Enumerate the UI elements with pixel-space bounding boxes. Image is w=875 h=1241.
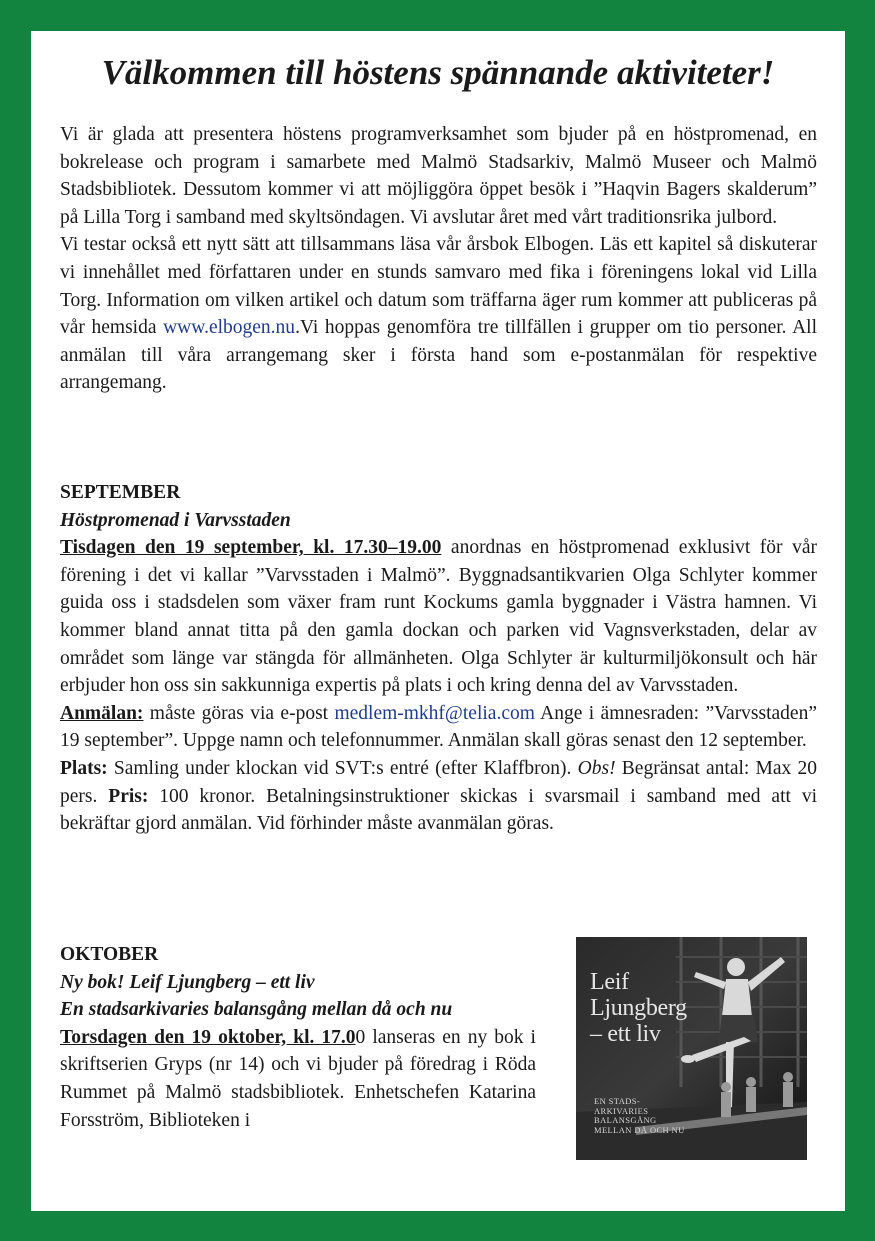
oktober-date-tail: 0 (355, 1026, 366, 1048)
september-description (60, 534, 817, 700)
price-text: 100 kronor. Betalningsinstruktioner skickas i svarsmail i samband med att vi bekräftar gjord anmälan. Vid förhinder måste avanmälan göras. (60, 785, 817, 835)
intro-paragraph-1: Vi är glada att presentera höstens programverksamhet som bjuder på en höstpromenad, en bokrelease och program i samarbete med Malmö Stadsarkiv, Malmö Museer och Malmö Stadsbibliotek. Dessutom kommer vi att möjliggöra öppet besök i ”Haqvin Bagers skalderum” på Lilla Torg i samband med skyltsöndagen. Vi avslutar året med vårt traditionsrika julbord. (60, 124, 817, 228)
intro-paragraph-2 (60, 231, 817, 397)
place-text: Samling under klockan vid SVT:s entré (efter Klaffbron). (107, 757, 578, 779)
book-cover-image (576, 937, 807, 1160)
page (31, 31, 845, 1211)
page-title: Välkommen till höstens spännande aktiviteter! (101, 53, 775, 92)
email-link[interactable]: medlem-mkhf@telia.com (334, 702, 535, 724)
oktober-heading: OKTOBER (60, 944, 159, 965)
book-cover-subtitle (594, 1097, 685, 1135)
registration-text-before: måste göras via e-post (143, 702, 335, 724)
place-label: Plats: (60, 757, 108, 779)
obs-text: Begränsat antal: Max 20 pers. (60, 757, 817, 807)
book-subtitle-line-4: MELLAN DÅ OCH NU (594, 1124, 685, 1135)
book-title-line-1: Leif (590, 969, 629, 995)
oktober-description (60, 1024, 536, 1134)
september-registration (60, 700, 817, 755)
september-desc-text: anordnas en höstpromenad exklusivt för vår förening i det vi kallar ”Varvsstaden i Malmö”. Byggnadsantikvarien Olga Schlyter kommer guida oss i stadsdelen som växer fram runt Kockums gamla byggnader i Västra hamnen. Vi kommer bland annat titta på den gamla dockan och parken vid Vagnsverkstaden, delar av området som länge var stängda för allmänheten. Olga Schlyter är kulturmiljökonsult och här erbjuder hon oss sin sakkunniga expertis på plats i och kring denna del av Varvsstaden. (60, 537, 817, 697)
september-place (60, 755, 817, 838)
oktober-section (60, 941, 536, 1134)
intro-text-after-link: .Vi hoppas genomföra tre tillfällen i grupper om tio personer. All anmälan till våra arrangemang sker i första hand som e-postanmälan för respektive arrangemang. (60, 317, 817, 394)
september-event-title: Höstpromenad i Varvsstaden (60, 509, 291, 531)
september-section (60, 479, 817, 838)
book-cover-title (590, 969, 687, 1047)
price-label: Pris: (108, 785, 149, 807)
oktober-book-title: Ny bok! Leif Ljungberg – ett liv (60, 971, 315, 993)
registration-label: Anmälan: (60, 702, 144, 724)
website-link[interactable]: www.elbogen.nu (163, 317, 296, 339)
oktober-desc-text: lanseras en ny bok i skriftserien Gryps (nr 14) och vi bjuder på föredrag i Röda Rummet på Malmö stadsbibliotek. Enhetschefen Katarina Forsström, Biblioteken i (60, 1026, 536, 1131)
oktober-date: Torsdagen den 19 oktober, kl. 17.0 (60, 1026, 356, 1048)
september-heading: SEPTEMBER (60, 482, 181, 503)
intro-section (60, 121, 817, 397)
book-subtitle-line-3: BALANSGÅNG (594, 1115, 657, 1126)
book-subtitle-line-1: EN STADS- (594, 1096, 641, 1106)
obs-label: Obs! (577, 757, 616, 779)
oktober-book-subtitle: En stadsarkivaries balansgång mellan då och nu (60, 999, 453, 1021)
intro-text-before-link: Vi testar också ett nytt sätt att tillsammans läsa vår årsbok Elbogen. Läs ett kapitel så diskuterar vi innehållet med författaren under en stunds samvaro med fika i föreningens lokal vid Lilla Torg. Information om vilken artikel och datum som träffarna äger rum kommer att publiceras på vår hemsida (60, 234, 817, 339)
september-date: Tisdagen den 19 september, kl. 17.30–19.00 (60, 537, 442, 559)
book-subtitle-line-2: ARKIVARIES (594, 1105, 649, 1116)
book-title-line-2: Ljungberg (590, 995, 687, 1021)
registration-text-after: Ange i ämnesraden: ”Varvsstaden” 19 september”. Uppge namn och telefonnummer. Anmälan skall göras senast den 12 september. (60, 702, 817, 752)
book-title-line-3: – ett liv (590, 1021, 661, 1047)
